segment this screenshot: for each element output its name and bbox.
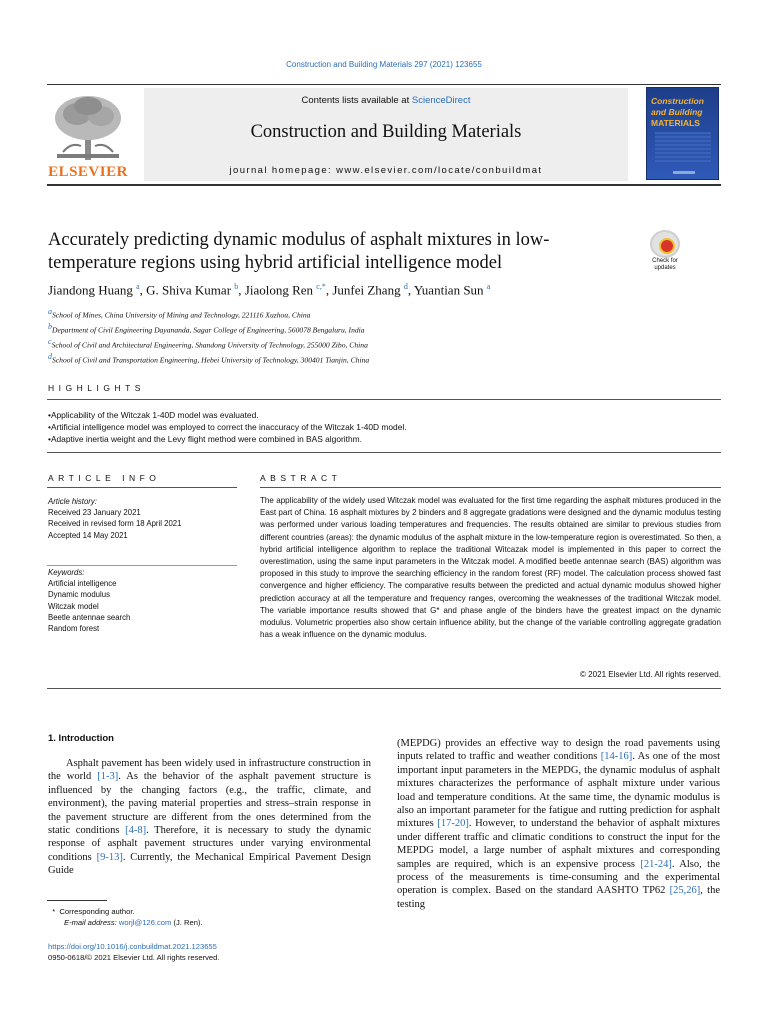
keyword-list <box>48 567 238 634</box>
citation-link[interactable]: [4-8] <box>125 825 147 837</box>
affiliation-key: d <box>48 351 52 361</box>
affiliation-item <box>48 351 688 366</box>
body-text: (MEPDG) provides an effective way to design the road pavements using inputs related to traffic and weather conditions <box>397 738 720 763</box>
author-separator: , <box>238 282 245 298</box>
email-label: E-mail address: <box>64 918 119 927</box>
cover-title-line3: MATERIALS <box>651 118 700 128</box>
author-affiliation-marker[interactable]: c,* <box>316 282 326 291</box>
elsevier-logo[interactable] <box>47 92 129 182</box>
elsevier-tree-icon <box>47 92 129 164</box>
header-bottom-rule <box>47 184 721 186</box>
doi-link[interactable]: https://doi.org/10.1016/j.conbuildmat.2021.123655 <box>48 942 217 951</box>
author-name[interactable]: Yuantian Sun <box>413 282 484 298</box>
author-name[interactable]: G. Shiva Kumar <box>146 282 232 298</box>
body-text: . As the behavior of the asphalt pavement structure is influenced by the changing factors (e.g., the traffic, climate, and environment), the paving material properties and stress–strain response in the pavement structure are different from the ones determined from the static conditions <box>48 771 371 837</box>
affiliation-text: School of Civil and Architectural Engineering, Shandong University of Technology, 255000 Zibo, China <box>51 340 368 350</box>
article-info-rule <box>47 487 237 488</box>
highlight-text: Adaptive inertia weight and the Levy flight method were combined in BAS algorithm. <box>50 434 362 444</box>
body-text: . However, to understand the behavior of asphalt mixtures under different traffic and climatic conditions to construct the input for the MEPDG model, a large number of asphalt mixtures and corresponding samples are required, which is an expensive process <box>397 818 720 870</box>
email-link[interactable]: worjl@126.com <box>118 918 172 927</box>
highlight-text: Artificial intelligence model was employed to correct the inaccuracy of the Witczak 1-40D model. <box>50 422 407 432</box>
affiliation-text: School of Civil and Transportation Engineering, Hebei University of Technology, 300401 Tianjin, China <box>52 355 370 365</box>
contents-prefix: Contents lists available at <box>301 95 412 106</box>
affiliation-text: Department of Civil Engineering Dayananda, Sagar College of Engineering, 560078 Bengaluru, India <box>52 325 365 335</box>
author-name[interactable]: Junfei Zhang <box>332 282 401 298</box>
body-text: . Therefore, it is necessary to study the dynamic response of asphalt pavement structures under varying environmental conditions <box>48 825 371 863</box>
affiliation-text: School of Mines, China University of Mining and Technology, 221116 Xuzhou, China <box>52 310 311 320</box>
highlight-item <box>48 409 708 421</box>
bullet-icon: • <box>48 434 51 444</box>
crossmark-icon <box>650 230 680 258</box>
history-revised: Received in revised form 18 April 2021 <box>48 519 182 529</box>
cover-title-line2: and Building <box>651 107 703 117</box>
bullet-icon: • <box>48 410 51 420</box>
article-title: Accurately predicting dynamic modulus of asphalt mixtures in low-temperature regions using hybrid artificial intelligence model <box>48 230 550 273</box>
body-column-right <box>397 737 720 911</box>
author-separator: , <box>407 282 414 298</box>
footnote-rule <box>47 900 107 901</box>
affiliation-key: c <box>48 336 52 346</box>
cover-graphic <box>655 132 711 162</box>
abstract-rule <box>260 487 721 488</box>
body-text: Asphalt pavement has been widely used in infrastructure construction in the world <box>48 758 371 783</box>
highlights-list <box>48 409 708 445</box>
cover-title <box>651 96 717 129</box>
article-history <box>48 496 238 541</box>
history-received: Received 23 January 2021 <box>48 508 141 518</box>
keyword-item: Artificial intelligence <box>48 579 117 589</box>
crossmark-badge[interactable] <box>647 230 683 270</box>
highlights-heading: HIGHLIGHTS <box>48 383 145 393</box>
affiliation-key: b <box>48 321 52 331</box>
affiliation-key: a <box>48 307 52 316</box>
author-name[interactable]: Jiandong Huang <box>48 282 133 298</box>
cover-footer-mark <box>673 171 695 174</box>
email-note <box>48 917 371 928</box>
corresponding-label: Corresponding author. <box>59 907 135 916</box>
highlights-top-rule <box>47 399 721 400</box>
author-affiliation-marker[interactable]: a <box>486 282 491 291</box>
footnotes <box>48 906 371 928</box>
body-column-left <box>48 757 371 878</box>
body-text: . Currently, the Mechanical Empirical Pavement Design Guide <box>48 851 372 877</box>
journal-homepage[interactable]: journal homepage: www.elsevier.com/locate/conbuildmat <box>229 165 543 176</box>
elsevier-wordmark: ELSEVIER <box>48 164 128 180</box>
history-accepted: Accepted 14 May 2021 <box>48 530 128 540</box>
author-name[interactable]: Jiaolong Ren <box>244 282 314 298</box>
journal-title: Construction and Building Materials <box>250 122 522 142</box>
bullet-icon: • <box>48 422 51 432</box>
author-separator: , <box>139 282 147 298</box>
affiliation-list <box>48 306 688 366</box>
author-separator: , <box>325 282 333 298</box>
issn-line: 0950-0618/© 2021 Elsevier Ltd. All rights reserved. <box>48 953 220 962</box>
highlights-bottom-rule <box>47 452 721 453</box>
keywords-rule <box>47 565 237 566</box>
citation-link[interactable]: [25,26] <box>669 885 701 897</box>
sciencedirect-link[interactable]: ScienceDirect <box>411 95 471 106</box>
abstract-text: The applicability of the widely used Witczak model was evaluated for the first time regarding the asphalt mixtures produced in the East part of China. 16 asphalt mixtures by 2 binders and 8 aggregate gradations were designed and the dynamic modulus testing was performed under various loading temperatures and frequencies. The results obtained are similar to previous studies from different countries (areas): the dynamic modulus of the asphalt mixture in the low-temperature region is overestimated. So then, a hybrid artificial intelligence algorithm to replace the traditional Witcazak model is implemented in this paper to correct the overestimation, using the same input parameters in the Witczak model. A modified beetle antennae search (BAS) algorithm was proposed in this study to improve the searching efficiency in the random forest (RF) model. The calculation process showed fast convergence and higher efficiency. The comparative results between the predicted and actual dynamic modulus showed higher prediction accuracy at all the temperature and frequency ranges, overcoming the weaknesses of the traditional Witczak model. The variable importance results showed that G* and phase angle of the binders have the greatest impact on the dynamic modulus. Volumetric properties also show certain influence ability, but the change of the variable controlling aggregate gradation has a weak influence on the dynamic modulus. <box>260 496 721 640</box>
crossmark-label: Check for updates <box>652 258 678 271</box>
author-list <box>48 282 688 298</box>
author-affiliation-marker[interactable]: a <box>136 282 140 291</box>
abstract-heading: ABSTRACT <box>260 473 342 483</box>
highlight-item <box>48 421 708 433</box>
affiliation-item <box>48 306 688 321</box>
keyword-item: Beetle antennae search <box>48 612 131 622</box>
doi-block <box>48 941 371 963</box>
author-affiliation-marker[interactable]: b <box>234 282 239 291</box>
highlight-text: Applicability of the Witczak 1-40D model was evaluated. <box>50 410 259 420</box>
body-text: . As one of the most important input parameters in the MEPDG, the dynamic modulus of asphalt mixtures characterizes the performance of asphalt mixture under various load and temperature conditions. At the same time, the dynamic modulus is also an important parameter for the fatigue and rutting prediction for asphalt mixtures <box>397 751 721 830</box>
citation-link[interactable]: [17-20] <box>437 818 469 830</box>
keyword-item: Dynamic modulus <box>48 590 110 600</box>
journal-header <box>144 88 628 181</box>
journal-citation[interactable]: Construction and Building Materials 297 (2021) 123655 <box>286 60 482 69</box>
email-suffix: (J. Ren). <box>171 918 203 927</box>
section-heading-introduction: 1. Introduction <box>48 733 114 744</box>
citation-link[interactable]: [21-24] <box>640 858 672 870</box>
affiliation-item <box>48 321 688 336</box>
keyword-item: Random forest <box>48 624 100 634</box>
cover-title-line1: Construction <box>651 96 704 106</box>
author-affiliation-marker[interactable]: d <box>403 282 408 291</box>
body-text: . Also, the process of the measurements is time-consuming and the experimental operation is complex. Based on the standard AASHTO TP62 <box>397 858 720 897</box>
highlight-item <box>48 433 708 445</box>
abstract-bottom-rule <box>47 688 721 689</box>
abstract-copyright: © 2021 Elsevier Ltd. All rights reserved. <box>579 670 721 679</box>
citation-link[interactable]: [1-3] <box>97 771 119 783</box>
body-text: , the testing <box>397 885 721 910</box>
citation-link[interactable]: [14-16] <box>600 751 633 763</box>
contents-line <box>144 95 628 106</box>
history-label: Article history: <box>48 497 97 506</box>
journal-cover[interactable] <box>646 87 719 180</box>
header-top-rule <box>47 84 721 85</box>
article-info-heading: ARTICLE INFO <box>48 473 161 483</box>
affiliation-item <box>48 336 688 351</box>
corresponding-author-note: * Corresponding author. <box>48 907 135 916</box>
keyword-item: Witczak model <box>48 601 99 611</box>
citation-link[interactable]: [9-13] <box>96 851 123 863</box>
keywords-label: Keywords: <box>48 568 85 577</box>
